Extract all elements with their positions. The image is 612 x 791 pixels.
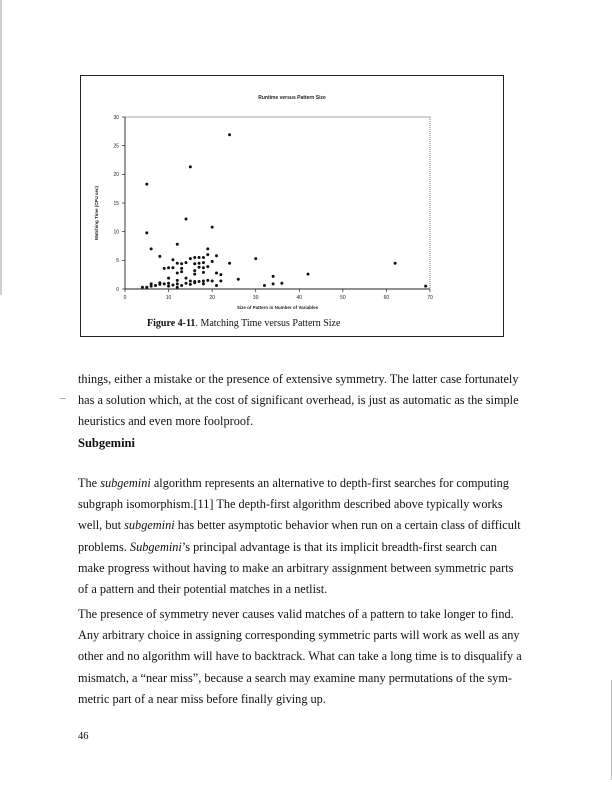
y-tick-label: 20 [113, 172, 119, 179]
data-point [163, 282, 166, 285]
data-point [307, 273, 310, 276]
data-point [180, 284, 183, 287]
text-line: heuristics and even more foolproof. [78, 414, 254, 429]
text-line: mismatch, a “near miss”, because a search may examine many permutations of the sym- [78, 670, 512, 685]
x-axis-label: Size of Pattern in Number of Variables [236, 305, 319, 310]
text-line: The presence of symmetry never causes valid matches of a pattern to take longer to find. [78, 607, 514, 621]
data-point [206, 279, 209, 282]
y-tick-label: 0 [116, 286, 119, 293]
data-point [154, 284, 157, 287]
data-point [145, 183, 148, 186]
data-point [394, 262, 397, 265]
paragraph-symmetry [78, 604, 558, 710]
x-tick-label: 50 [340, 295, 346, 301]
data-point [167, 266, 170, 269]
text-line: of a pattern and their potential matches in a netlist. [78, 582, 328, 597]
data-point [202, 279, 205, 282]
data-point [219, 273, 222, 276]
data-point [158, 255, 161, 258]
x-tick-label: 30 [252, 295, 259, 301]
y-tick-label: 10 [113, 229, 119, 236]
data-point [145, 231, 148, 234]
data-point [180, 262, 183, 265]
data-point [198, 256, 201, 259]
data-point [211, 260, 214, 263]
data-point [198, 262, 201, 265]
data-point [193, 262, 196, 265]
y-axis-label: Matching Time (CPU sec) [94, 186, 99, 240]
figure-caption [147, 318, 340, 329]
data-point [211, 279, 214, 282]
x-tick-label: 20 [209, 295, 215, 301]
text-span: algorithm represents an alternative to depth-first searches for computing [150, 476, 509, 490]
text-line: subgraph isomorphism.[11] The depth-first algorithm described above typically works [78, 497, 503, 512]
data-point [206, 265, 209, 268]
x-tick-label: 0 [123, 295, 127, 301]
data-point [189, 279, 192, 282]
data-point [180, 270, 183, 273]
text-line: metric part of a near miss before finally giving up. [78, 691, 326, 706]
data-point [202, 282, 205, 285]
text-span: problems. [78, 539, 130, 554]
data-point [193, 256, 196, 259]
data-point [145, 286, 148, 289]
data-point [176, 271, 179, 274]
text-span: has better asymptotic behavior when run on a certain class of difficult [174, 518, 521, 533]
x-tick-label: 60 [383, 295, 390, 301]
text-line: make progress without having to make an arbitrary assignment between symmetric parts [78, 560, 514, 575]
data-point [193, 273, 196, 276]
data-point [167, 285, 170, 288]
emphasis: subgemini [124, 518, 175, 533]
x-tick-label: 10 [165, 295, 172, 301]
text-line [78, 473, 558, 494]
text-line: has a solution which, at the cost of significant overhead, is just as automatic as the simple [78, 393, 519, 408]
data-point [215, 254, 218, 257]
x-tick-label: 70 [427, 295, 433, 301]
data-point [176, 262, 179, 265]
text-span: well, but [78, 518, 125, 533]
data-point [202, 266, 205, 269]
data-point [167, 282, 170, 285]
y-tick-label: 25 [113, 143, 119, 150]
section-heading: Subgemini [78, 436, 135, 450]
data-point [141, 286, 144, 289]
data-point [158, 281, 161, 284]
data-point [202, 261, 205, 264]
data-point [424, 285, 427, 288]
data-point [185, 282, 188, 285]
y-tick-label: 30 [113, 114, 119, 121]
data-point [280, 282, 283, 285]
data-point [171, 266, 174, 269]
data-point [272, 275, 275, 278]
text-span: ’s principal advantage is that its implicit breadth-first search can [181, 539, 498, 554]
y-tick-label: 15 [113, 200, 119, 207]
figure-caption-text: . Matching Time versus Pattern Size [195, 318, 341, 329]
text-line [78, 515, 558, 536]
margin-mark: – [60, 392, 66, 404]
paragraph-subgemini [78, 473, 558, 600]
data-point [150, 282, 153, 285]
text-span: The [78, 476, 101, 490]
data-point [198, 266, 201, 269]
text-line [78, 537, 558, 558]
text-line: things, either a mistake or the presence of extensive symmetry. The latter case fortunately [78, 372, 519, 386]
data-point [237, 278, 240, 281]
data-point [206, 247, 209, 250]
data-point [189, 257, 192, 260]
data-point [185, 261, 188, 264]
data-point [254, 257, 257, 260]
data-point [219, 279, 222, 282]
data-point [180, 267, 183, 270]
data-point [193, 269, 196, 272]
data-point [176, 286, 179, 289]
emphasis: subgemini [100, 476, 151, 490]
data-point [198, 280, 201, 283]
text-line: other and no algorithm will have to backtrack. What can take a long time is to disqualify a [78, 649, 522, 664]
paragraph-continuation [78, 369, 558, 433]
data-point [176, 282, 179, 285]
data-point [185, 218, 188, 221]
data-point [206, 253, 209, 256]
data-point [167, 277, 170, 280]
data-point [228, 262, 231, 265]
data-point [176, 279, 179, 282]
data-point [215, 284, 218, 287]
emphasis: Subgemini [129, 539, 182, 554]
chart-title: Runtime versus Pattern Size [258, 95, 326, 101]
scan-edge-left [0, 0, 2, 295]
data-point [193, 281, 196, 284]
data-point [189, 283, 192, 286]
data-point [215, 271, 218, 274]
figure-frame [80, 75, 504, 337]
figure-label: Figure 4-11 [147, 318, 196, 329]
data-point [189, 165, 192, 168]
data-point [171, 258, 174, 261]
data-point [163, 267, 166, 270]
page-number: 46 [78, 731, 89, 742]
y-tick-label: 5 [116, 258, 119, 265]
data-point [202, 271, 205, 274]
data-point [211, 226, 214, 229]
data-point [171, 283, 174, 286]
data-point [272, 282, 275, 285]
scatter-plot [81, 76, 505, 338]
text-line: Any arbitrary choice in assigning corresponding symmetric parts will work as well as any [78, 628, 520, 643]
data-point [150, 247, 153, 250]
data-point [176, 243, 179, 246]
data-point [185, 277, 188, 280]
x-tick-label: 40 [296, 295, 303, 301]
data-point [202, 256, 205, 259]
data-point [228, 133, 231, 136]
data-point [263, 284, 266, 287]
